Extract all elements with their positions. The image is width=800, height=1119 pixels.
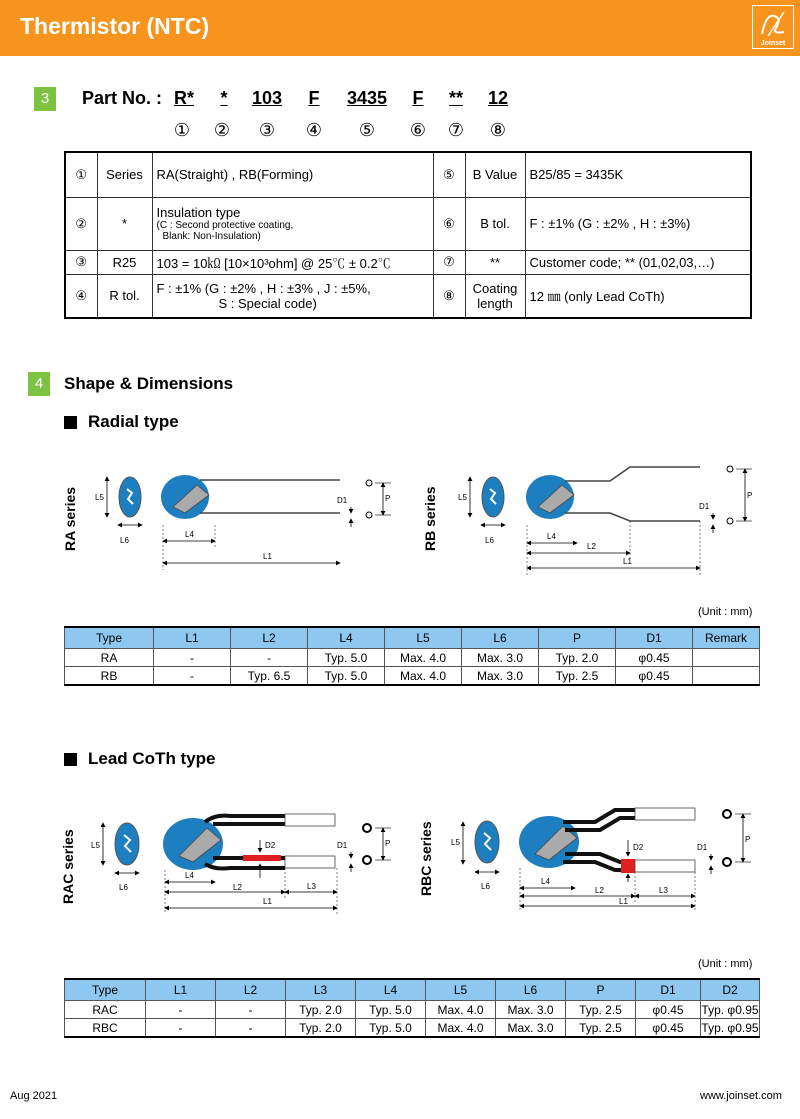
spec-desc: F : ±1% (G : ±2% , H : ±3% , J : ±5%, (156, 280, 371, 296)
col-header: D2 (701, 979, 760, 1001)
table-cell (693, 649, 760, 667)
part-code-7: ** (448, 88, 463, 108)
footer-website[interactable]: www.joinset.com (700, 1090, 782, 1102)
dim-l2: L2 (595, 886, 604, 895)
footer-date: Aug 2021 (10, 1090, 58, 1102)
col-header: Type (65, 627, 154, 649)
spec-desc-sub: (C : Second protective coating, (156, 220, 294, 231)
radial-unit-label: (Unit : mm) (698, 606, 753, 618)
page-title: Thermistor (NTC) (20, 13, 210, 39)
lead-unit-label: (Unit : mm) (698, 958, 753, 970)
dim-d1: D1 (337, 496, 348, 505)
spec-name: R25 (97, 250, 152, 274)
table-cell: φ0.45 (636, 1019, 701, 1038)
table-row (65, 1019, 760, 1038)
part-marker-8: ⑧ (489, 120, 507, 140)
table-cell: Typ. 2.5 (566, 1019, 636, 1038)
spec-desc: F : ±1% (G : ±2% , H : ±3%) (525, 197, 751, 250)
dim-d1: D1 (699, 502, 710, 511)
col-header: L3 (286, 979, 356, 1001)
spec-num: ⑤ (433, 152, 465, 197)
part-marker-2: ② (213, 120, 231, 140)
spec-name-line2: length (477, 295, 513, 311)
spec-desc-cell (152, 274, 433, 318)
part-code-5: 3435 (347, 88, 388, 108)
dim-p: P (385, 839, 391, 848)
spec-name: R tol. (97, 274, 152, 318)
coating-marker (621, 859, 635, 873)
dim-d2: D2 (265, 841, 276, 850)
spec-num: ⑥ (433, 197, 465, 250)
dim-l5: L5 (451, 838, 460, 847)
spec-num: ④ (65, 274, 97, 318)
spec-desc-sub2: Blank: Non-Insulation) (162, 231, 261, 242)
part-code-6: F (412, 88, 424, 108)
table-cell: RB (65, 667, 154, 686)
spec-name: Coating (472, 280, 518, 296)
spec-row (65, 250, 751, 274)
table-cell: Typ. 2.5 (566, 1001, 636, 1019)
table-cell (693, 667, 760, 686)
part-marker-4: ④ (305, 120, 323, 140)
table-cell: Typ. 2.0 (286, 1001, 356, 1019)
part-marker-3: ③ (258, 120, 276, 140)
table-cell: Typ. 2.0 (286, 1019, 356, 1038)
table-cell: - (231, 649, 308, 667)
spec-desc: Customer code; ** (01,02,03,…) (525, 250, 751, 274)
table-header-row (65, 627, 760, 649)
part-code-4: F (308, 88, 320, 108)
col-header: L2 (216, 979, 286, 1001)
table-cell: Typ. 2.0 (539, 649, 616, 667)
dim-l1: L1 (619, 897, 628, 906)
dim-p: P (385, 494, 391, 503)
dim-d2: D2 (633, 843, 644, 852)
table-cell: Max. 3.0 (462, 667, 539, 686)
table-cell: - (216, 1019, 286, 1038)
table-cell: RBC (65, 1019, 146, 1038)
bullet-square (64, 753, 77, 766)
spec-row (65, 152, 751, 197)
spec-num: ① (65, 152, 97, 197)
part-marker-6: ⑥ (409, 120, 427, 140)
table-cell: Max. 4.0 (426, 1001, 496, 1019)
table-cell: - (146, 1001, 216, 1019)
part-code-3: 103 (251, 88, 283, 108)
part-code-2: * (220, 88, 228, 108)
table-row (65, 649, 760, 667)
spec-desc: B25/85 = 3435K (525, 152, 751, 197)
table-cell: Max. 4.0 (426, 1019, 496, 1038)
dim-l6: L6 (481, 882, 490, 891)
part-marker-1: ① (173, 120, 191, 140)
section-title: Shape & Dimensions (64, 374, 234, 393)
section-number-4: 4 (28, 372, 50, 396)
table-header-row (65, 979, 760, 1001)
dim-l5: L5 (91, 841, 100, 850)
spec-num: ⑧ (433, 274, 465, 318)
dim-l3: L3 (307, 882, 316, 891)
table-cell: φ0.45 (616, 667, 693, 686)
table-row (65, 1001, 760, 1019)
spec-name-cell (465, 274, 525, 318)
table-cell: Max. 3.0 (462, 649, 539, 667)
table-cell: Typ. 5.0 (356, 1001, 426, 1019)
table-cell: Typ. 5.0 (308, 667, 385, 686)
dim-d1: D1 (337, 841, 348, 850)
table-cell: - (216, 1001, 286, 1019)
part-marker-5: ⑤ (358, 120, 376, 140)
dim-l6: L6 (120, 536, 129, 545)
dim-l1: L1 (263, 897, 272, 906)
table-cell: Typ. 5.0 (308, 649, 385, 667)
dim-l4: L4 (185, 530, 194, 539)
dim-l3: L3 (659, 886, 668, 895)
dim-l6: L6 (485, 536, 494, 545)
col-header: Type (65, 979, 146, 1001)
spec-row (65, 197, 751, 250)
spec-name: B Value (465, 152, 525, 197)
table-cell: φ0.45 (616, 649, 693, 667)
spec-name: B tol. (465, 197, 525, 250)
spec-desc-sub: S : Special code) (218, 295, 317, 311)
dim-p: P (745, 835, 751, 844)
spec-name: Series (97, 152, 152, 197)
table-cell: RAC (65, 1001, 146, 1019)
col-header: L1 (154, 627, 231, 649)
part-marker-7: ⑦ (447, 120, 465, 140)
rb-series-label: RB series (422, 486, 438, 551)
spec-desc: 103 = 10㏀ [10×10³ohm] @ 25℃ ± 0.2℃ (152, 250, 433, 274)
spec-desc-cell (152, 197, 433, 250)
col-header: D1 (636, 979, 701, 1001)
spec-num: ⑦ (433, 250, 465, 274)
lead-coth-type-diagram (55, 800, 765, 920)
table-cell: Max. 3.0 (496, 1019, 566, 1038)
col-header: L1 (146, 979, 216, 1001)
dim-l5: L5 (458, 493, 467, 502)
part-number-spec-table (64, 151, 752, 319)
ra-series-label: RA series (62, 486, 78, 551)
col-header: L2 (231, 627, 308, 649)
col-header: L4 (308, 627, 385, 649)
part-code-1: R* (173, 88, 194, 108)
radial-dimension-table (64, 626, 760, 686)
radial-type-diagram (55, 455, 755, 585)
dim-l4: L4 (541, 877, 550, 886)
spec-name: ** (465, 250, 525, 274)
spec-row (65, 274, 751, 318)
lead-coth-type-title: Lead CoTh type (88, 749, 216, 768)
spec-name: * (97, 197, 152, 250)
joinset-logo (752, 5, 794, 49)
table-cell: Max. 3.0 (496, 1001, 566, 1019)
dim-l1: L1 (623, 557, 632, 566)
bullet-square (64, 416, 77, 429)
col-header: Remark (693, 627, 760, 649)
col-header: L6 (496, 979, 566, 1001)
table-cell: Typ. φ0.95 (701, 1019, 760, 1038)
spec-desc: 12 ㎜ (only Lead CoTh) (525, 274, 751, 318)
table-cell: φ0.45 (636, 1001, 701, 1019)
dim-l5: L5 (95, 493, 104, 502)
table-cell: Max. 4.0 (385, 649, 462, 667)
col-header: L4 (356, 979, 426, 1001)
table-cell: Typ. 6.5 (231, 667, 308, 686)
table-row (65, 667, 760, 686)
dim-l6: L6 (119, 883, 128, 892)
part-no-label: Part No. : (82, 88, 163, 108)
col-header: L6 (462, 627, 539, 649)
lead-coth-dimension-table (64, 978, 760, 1038)
spec-num: ③ (65, 250, 97, 274)
table-cell: Typ. 2.5 (539, 667, 616, 686)
dim-l1: L1 (263, 552, 272, 561)
spec-desc: Insulation type (156, 205, 241, 220)
dim-l2: L2 (587, 542, 596, 551)
table-cell: Typ. 5.0 (356, 1019, 426, 1038)
col-header: L5 (385, 627, 462, 649)
spec-num: ② (65, 197, 97, 250)
section-number-3: 3 (34, 87, 56, 111)
dim-p: P (747, 491, 753, 500)
table-cell: - (154, 667, 231, 686)
col-header: L5 (426, 979, 496, 1001)
rbc-series-label: RBC series (418, 821, 434, 896)
col-header: D1 (616, 627, 693, 649)
dim-l4: L4 (185, 871, 194, 880)
dim-d1: D1 (697, 843, 708, 852)
table-cell: RA (65, 649, 154, 667)
spec-desc: RA(Straight) , RB(Forming) (152, 152, 433, 197)
radial-type-title: Radial type (88, 412, 179, 431)
col-header: P (566, 979, 636, 1001)
rac-series-label: RAC series (60, 829, 76, 904)
dim-l2: L2 (233, 883, 242, 892)
table-cell: Max. 4.0 (385, 667, 462, 686)
logo-text: Joinset (760, 40, 786, 47)
coating-marker (243, 855, 281, 861)
table-cell: - (154, 649, 231, 667)
col-header: P (539, 627, 616, 649)
dim-l4: L4 (547, 532, 556, 541)
table-cell: Typ. φ0.95 (701, 1002, 759, 1017)
table-cell: - (146, 1019, 216, 1038)
part-code-8: 12 (487, 88, 509, 108)
